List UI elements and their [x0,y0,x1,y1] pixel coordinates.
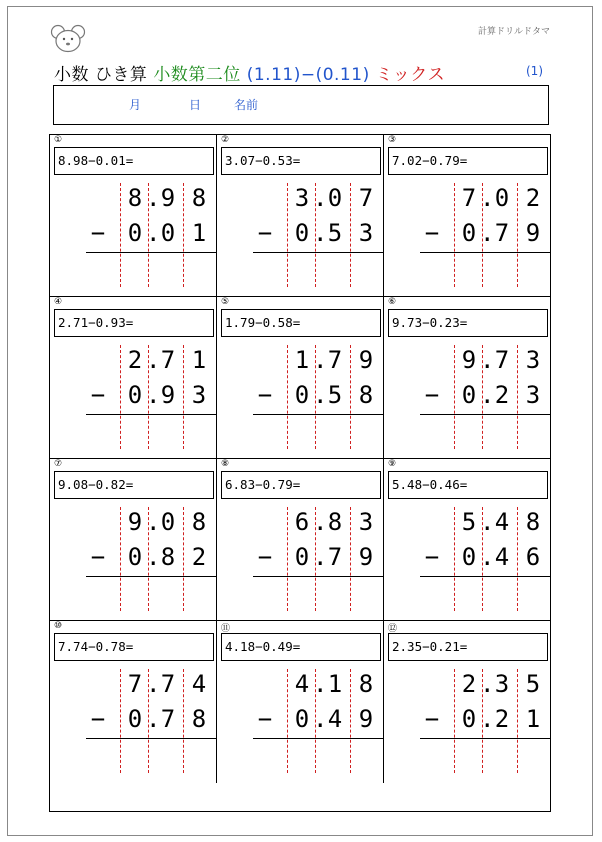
decimal-point: . [313,184,328,212]
problem-number: ⑨ [388,459,397,469]
problem-expression: 9.73−0.23= [388,309,548,337]
answer-rule [253,738,383,739]
digit-bottom: 0 [294,543,310,571]
title-part4: ミックス [375,65,446,85]
digit-top: 7 [160,346,176,374]
guide-line [120,183,121,287]
problem-number: ⑤ [221,297,230,307]
digit-top: 3 [525,346,541,374]
digit-bottom: 2 [494,705,510,733]
digit-bottom: 5 [327,219,343,247]
guide-line [120,669,121,773]
problem-expression: 6.83−0.79= [221,471,381,499]
problem-expression: 5.48−0.46= [388,471,548,499]
title-part3: (1.11)−(0.11) [246,65,376,85]
digit-bottom: 2 [191,543,207,571]
digit-bottom: 0 [294,381,310,409]
brand-text: 計算ドリルドタマ [477,27,550,37]
title-part2: 小数第二位 [153,65,247,85]
minus-sign: − [424,219,440,247]
digit-top: 4 [494,508,510,536]
digit-bottom: 6 [525,543,541,571]
digit-top: 7 [494,346,510,374]
problem-expression: 7.74−0.78= [54,633,214,661]
decimal-point: . [146,670,161,698]
guide-line [183,345,184,449]
guide-line [120,507,121,611]
problem-cell [217,297,384,459]
guide-line [454,669,455,773]
guide-line [517,345,518,449]
problem-expression: 4.18−0.49= [221,633,381,661]
problem-cell [50,459,217,621]
digit-bottom: 0 [461,705,477,733]
digit-top: 8 [191,508,207,536]
digit-bottom: 9 [358,705,374,733]
mouse-logo-icon [50,24,86,54]
minus-sign: − [424,705,440,733]
guide-line [350,669,351,773]
digit-bottom: 9 [525,219,541,247]
problem-cell [50,135,217,297]
guide-line [454,507,455,611]
problem-cell [50,297,217,459]
digit-bottom: 7 [494,219,510,247]
digit-top: 2 [127,346,143,374]
decimal-point: . [146,219,161,247]
problem-number: ④ [54,297,63,307]
problem-cell [384,297,551,459]
decimal-point: . [480,184,495,212]
answer-rule [86,738,216,739]
digit-bottom: 8 [191,705,207,733]
minus-sign: − [257,705,273,733]
digit-bottom: 0 [461,543,477,571]
digit-top: 7 [358,184,374,212]
digit-bottom: 5 [327,381,343,409]
digit-bottom: 4 [494,543,510,571]
problem-number: ⑫ [388,624,398,634]
digit-bottom: 4 [327,705,343,733]
digit-top: 9 [461,346,477,374]
decimal-point: . [480,219,495,247]
decimal-point: . [146,381,161,409]
decimal-point: . [480,508,495,536]
digit-bottom: 3 [525,381,541,409]
month-label: 月 [129,98,142,112]
guide-line [183,183,184,287]
digit-bottom: 8 [358,381,374,409]
minus-sign: − [90,705,106,733]
digit-bottom: 1 [525,705,541,733]
problem-cell [384,459,551,621]
problem-expression: 2.71−0.93= [54,309,214,337]
guide-line [517,183,518,287]
answer-rule [86,576,216,577]
problem-cell [384,621,551,783]
decimal-point: . [313,346,328,374]
guide-line [517,669,518,773]
digit-top: 2 [525,184,541,212]
decimal-point: . [146,508,161,536]
digit-top: 8 [358,670,374,698]
digit-bottom: 2 [494,381,510,409]
decimal-point: . [146,184,161,212]
digit-top: 9 [127,508,143,536]
problem-grid [49,134,551,812]
decimal-point: . [480,543,495,571]
problem-number: ⑩ [54,621,63,631]
answer-rule [253,576,383,577]
problem-number: ③ [388,135,397,145]
digit-bottom: 9 [160,381,176,409]
decimal-point: . [313,670,328,698]
problem-number: ⑧ [221,459,230,469]
digit-top: 9 [358,346,374,374]
digit-top: 4 [191,670,207,698]
guide-line [350,507,351,611]
digit-bottom: 0 [461,381,477,409]
digit-bottom: 0 [127,705,143,733]
answer-rule [420,414,550,415]
problem-cell [384,135,551,297]
problem-cell [217,621,384,783]
digit-top: 7 [160,670,176,698]
digit-top: 0 [160,508,176,536]
guide-line [287,669,288,773]
digit-top: 0 [327,184,343,212]
digit-top: 9 [160,184,176,212]
digit-top: 8 [525,508,541,536]
digit-top: 8 [127,184,143,212]
guide-line [350,183,351,287]
problem-number: ① [54,135,63,145]
problem-number: ⑦ [54,459,63,469]
answer-rule [253,414,383,415]
title-part1: 小数 ひき算 [54,65,154,85]
digit-bottom: 7 [160,705,176,733]
decimal-point: . [313,508,328,536]
digit-top: 8 [327,508,343,536]
decimal-point: . [313,543,328,571]
digit-bottom: 0 [127,543,143,571]
minus-sign: − [424,381,440,409]
problem-number: ⑪ [221,624,231,634]
problem-expression: 3.07−0.53= [221,147,381,175]
guide-line [454,345,455,449]
digit-top: 7 [461,184,477,212]
digit-bottom: 0 [461,219,477,247]
digit-bottom: 7 [327,543,343,571]
page-title [54,60,445,85]
digit-top: 8 [191,184,207,212]
digit-top: 1 [327,670,343,698]
digit-top: 1 [294,346,310,374]
digit-top: 4 [294,670,310,698]
digit-bottom: 9 [358,543,374,571]
digit-top: 7 [327,346,343,374]
problem-expression: 8.98−0.01= [54,147,214,175]
decimal-point: . [146,705,161,733]
guide-line [120,345,121,449]
guide-line [287,345,288,449]
problem-cell [217,459,384,621]
minus-sign: − [90,219,106,247]
digit-top: 5 [525,670,541,698]
guide-line [183,507,184,611]
problem-expression: 9.08−0.82= [54,471,214,499]
guide-line [350,345,351,449]
decimal-point: . [480,346,495,374]
answer-rule [420,576,550,577]
minus-sign: − [257,381,273,409]
problem-cell [50,621,217,783]
problem-number: ② [221,135,230,145]
digit-bottom: 0 [294,705,310,733]
problem-expression: 2.35−0.21= [388,633,548,661]
digit-top: 3 [494,670,510,698]
digit-top: 2 [461,670,477,698]
digit-top: 0 [494,184,510,212]
answer-rule [420,252,550,253]
guide-line [287,507,288,611]
decimal-point: . [146,346,161,374]
decimal-point: . [480,705,495,733]
digit-bottom: 8 [160,543,176,571]
digit-top: 5 [461,508,477,536]
digit-top: 6 [294,508,310,536]
digit-bottom: 0 [160,219,176,247]
problem-expression: 1.79−0.58= [221,309,381,337]
guide-line [454,183,455,287]
digit-bottom: 0 [294,219,310,247]
minus-sign: − [90,381,106,409]
answer-rule [420,738,550,739]
problem-expression: 7.02−0.79= [388,147,548,175]
name-box [53,85,549,125]
digit-bottom: 0 [127,219,143,247]
page-number: (1) [526,64,543,78]
digit-bottom: 3 [191,381,207,409]
decimal-point: . [480,381,495,409]
minus-sign: − [257,543,273,571]
decimal-point: . [146,543,161,571]
digit-top: 7 [127,670,143,698]
digit-bottom: 0 [127,381,143,409]
minus-sign: − [424,543,440,571]
answer-rule [86,252,216,253]
guide-line [183,669,184,773]
digit-top: 3 [358,508,374,536]
problem-cell [217,135,384,297]
decimal-point: . [313,219,328,247]
digit-bottom: 3 [358,219,374,247]
guide-line [517,507,518,611]
day-label: 日 [189,98,202,112]
minus-sign: − [257,219,273,247]
guide-line [287,183,288,287]
name-label: 名前 [234,98,259,112]
answer-rule [86,414,216,415]
minus-sign: − [90,543,106,571]
decimal-point: . [480,670,495,698]
digit-top: 3 [294,184,310,212]
decimal-point: . [313,705,328,733]
problem-number: ⑥ [388,297,397,307]
digit-bottom: 1 [191,219,207,247]
decimal-point: . [313,381,328,409]
answer-rule [253,252,383,253]
digit-top: 1 [191,346,207,374]
